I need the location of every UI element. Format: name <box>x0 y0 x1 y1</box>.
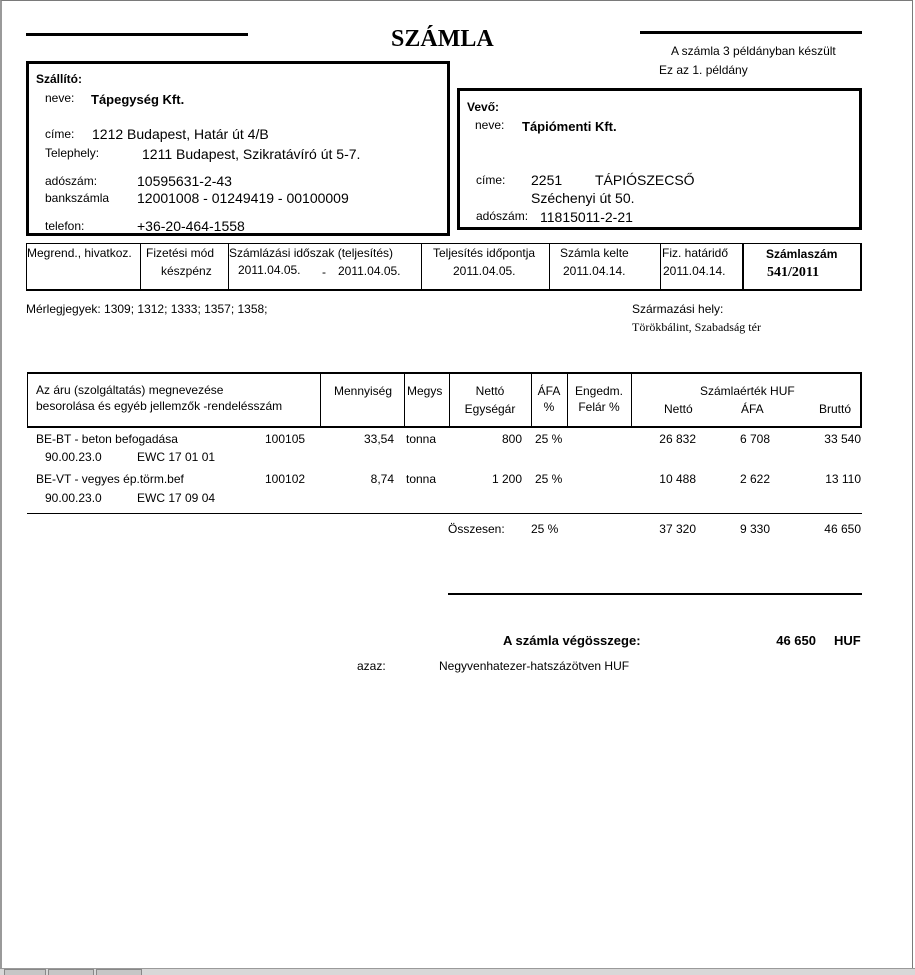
row1-vat-rate: 25 % <box>535 432 563 446</box>
row1-classification: 90.00.23.0 <box>45 450 102 464</box>
order-ref-label: Megrend., hivatkoz. <box>27 246 132 260</box>
buyer-address-label: címe: <box>476 173 506 187</box>
invoice-number-label: Számlaszám <box>766 247 838 261</box>
invoice-number: 541/2011 <box>767 265 820 280</box>
payment-method: készpénz <box>161 264 212 278</box>
billing-period-start: 2011.04.05. <box>238 263 301 277</box>
col-discount-line2: Felár % <box>578 400 620 414</box>
col-description-line1: Az áru (szolgáltatás) megnevezése <box>36 383 224 397</box>
supplier-phone-label: telefon: <box>45 219 85 233</box>
buyer-name-label: neve: <box>475 118 505 132</box>
totals-separator <box>27 513 862 514</box>
row2-code: 100102 <box>265 472 306 486</box>
row2-vat-amount: 2 622 <box>739 472 770 486</box>
supplier-heading: Szállító: <box>36 72 83 86</box>
copy-number-note: Ez az 1. példány <box>659 63 748 77</box>
col-description-line2: besorolása és egyéb jellemzők -rendelésszám <box>36 399 283 413</box>
viewer-tab[interactable] <box>4 969 46 975</box>
col-gross: Bruttó <box>819 402 852 416</box>
due-date: 2011.04.14. <box>663 264 726 278</box>
row1-description: BE-BT - beton befogadása <box>36 432 178 446</box>
buyer-tax-label: adószám: <box>476 209 529 223</box>
row2-description: BE-VT - vegyes ép.törm.bef <box>36 472 184 486</box>
supplier-tax-label: adószám: <box>45 174 98 188</box>
row2-unit-price: 1 200 <box>491 472 522 486</box>
title-rule-left <box>26 33 248 36</box>
row1-net: 26 832 <box>659 432 696 446</box>
performance-date: 2011.04.05. <box>453 264 516 278</box>
row2-unit: tonna <box>406 472 437 486</box>
col-vat-amount: ÁFA <box>741 402 764 416</box>
totals-gross: 46 650 <box>824 522 861 536</box>
row2-quantity: 8,74 <box>370 472 394 486</box>
row1-gross: 33 540 <box>824 432 861 446</box>
grand-total-label: A számla végösszege: <box>503 633 641 648</box>
row2-ewc: EWC 17 09 04 <box>137 491 216 505</box>
totals-vat-amount: 9 330 <box>739 522 770 536</box>
buyer-street: Széchenyi út 50. <box>531 190 635 206</box>
title-rule-right <box>640 31 862 34</box>
supplier-phone: +36-20-464-1558 <box>137 218 245 234</box>
supplier-address: 1212 Budapest, Határ út 4/B <box>92 126 269 142</box>
buyer-city: TÁPIÓSZECSŐ <box>595 172 695 188</box>
totals-label: Összesen: <box>448 522 505 536</box>
supplier-bank-account: 12001008 - 01249419 - 00100009 <box>137 190 349 206</box>
buyer-zip: 2251 <box>531 172 563 188</box>
row1-quantity: 33,54 <box>363 432 394 446</box>
amount-in-words-label: azaz: <box>357 659 386 673</box>
row1-unit-price: 800 <box>501 432 522 446</box>
grand-total-amount: 46 650 <box>776 633 816 648</box>
col-discount-line1: Engedm. <box>574 384 624 398</box>
col-net: Nettó <box>664 402 693 416</box>
row1-ewc: EWC 17 01 01 <box>137 450 216 464</box>
row2-vat-rate: 25 % <box>535 472 563 486</box>
supplier-name-label: neve: <box>45 91 75 105</box>
row1-code: 100105 <box>265 432 306 446</box>
row2-net: 10 488 <box>659 472 696 486</box>
col-net-unit-price-line2: Egységár <box>464 402 516 416</box>
row1-vat-amount: 6 708 <box>739 432 770 446</box>
supplier-name: Tápegység Kft. <box>91 92 185 107</box>
weighing-tickets: Mérlegjegyek: 1309; 1312; 1333; 1357; 1358; <box>26 302 268 316</box>
row2-gross: 13 110 <box>825 472 861 486</box>
due-date-label: Fiz. határidő <box>662 246 729 260</box>
origin-place: Törökbálint, Szabadság tér <box>632 320 761 334</box>
buyer-tax-number: 11815011-2-21 <box>540 209 633 225</box>
col-unit: Megys <box>407 384 443 398</box>
col-quantity: Mennyiség <box>334 384 393 398</box>
col-net-unit-price-line1: Nettó <box>475 384 505 398</box>
performance-date-label: Teljesítés időpontja <box>433 246 536 260</box>
billing-period-end: 2011.04.05. <box>338 264 401 278</box>
origin-label: Származási hely: <box>632 302 724 316</box>
payment-method-label: Fizetési mód <box>146 246 215 260</box>
viewer-tab[interactable] <box>96 969 142 975</box>
grand-total-rule <box>448 593 862 595</box>
copies-note: A számla 3 példányban készült <box>671 44 836 58</box>
amount-in-words: Negyvenhatezer-hatszázötven HUF <box>439 659 630 673</box>
supplier-bank-label: bankszámla <box>45 191 110 205</box>
row1-unit: tonna <box>406 432 437 446</box>
viewer-tab[interactable] <box>48 969 94 975</box>
billing-period-dash: - <box>322 265 326 279</box>
col-vat-line1: ÁFA <box>537 384 561 398</box>
invoice-title: SZÁMLA <box>391 26 494 52</box>
buyer-name: Tápiómenti Kft. <box>522 119 617 134</box>
billing-period-label: Számlázási időszak (teljesítés) <box>229 246 394 260</box>
col-vat-line2: % <box>543 400 555 414</box>
supplier-tax-number: 10595631-2-43 <box>137 173 232 189</box>
row2-classification: 90.00.23.0 <box>45 491 102 505</box>
invoice-date-label: Számla kelte <box>560 246 629 260</box>
supplier-address-label: címe: <box>45 127 75 141</box>
supplier-site-label: Telephely: <box>45 146 100 160</box>
grand-total-currency: HUF <box>834 633 861 648</box>
totals-net: 37 320 <box>659 522 696 536</box>
col-invoice-value: Számlaérték HUF <box>700 384 795 398</box>
totals-vat-rate: 25 % <box>531 522 559 536</box>
invoice-date: 2011.04.14. <box>563 264 626 278</box>
buyer-heading: Vevő: <box>467 100 500 114</box>
supplier-site: 1211 Budapest, Szikratávíró út 5-7. <box>142 146 361 162</box>
